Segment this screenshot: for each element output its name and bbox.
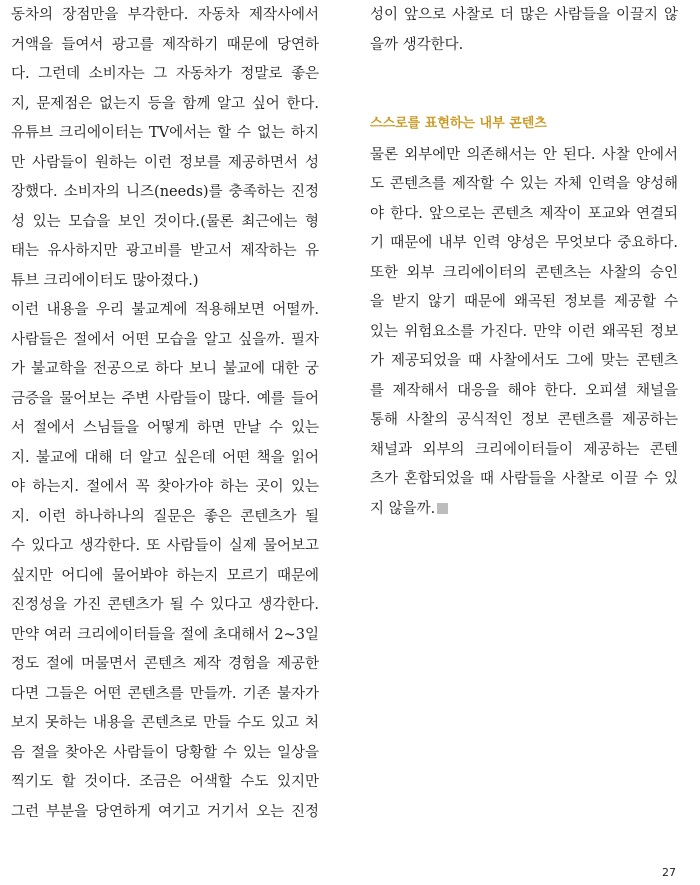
body-text-line: 채널과 외부의 크리에이터들이 제공하는 콘텐 [370,442,678,458]
body-text-line: 보지 못하는 내용을 콘텐츠로 만들 수도 있고 처 [11,715,319,731]
body-text-line: 통해 사찰의 공식적인 정보 콘텐츠를 제공하는 [370,412,678,428]
body-text-line: 기 때문에 내부 인력 양성은 무엇보다 중요하다. [370,235,678,251]
body-text-line: 지 않을까. [370,501,436,517]
body-text-line: 가 제공되었을 때 사찰에서도 그에 맞는 콘텐츠 [370,353,678,369]
body-text-line: 다면 그들은 어떤 콘텐츠를 만들까. 기존 불자가 [11,686,319,702]
body-text-line: 지. 이런 하나하나의 질문은 좋은 콘텐츠가 될 [11,509,319,525]
body-text-line: 을 받지 않기 때문에 왜곡된 정보를 제공할 수 [370,294,678,310]
end-of-article-mark [437,503,448,514]
body-text-line: 찍기도 할 것이다. 조금은 어색할 수도 있지만 [11,774,319,790]
body-text-line: 만 사람들이 원하는 이런 정보를 제공하면서 성 [11,155,319,171]
body-text-line: 츠가 혼합되었을 때 사람들을 사찰로 이끌 수 있 [370,471,678,487]
body-text-line: 을까 생각한다. [370,37,464,53]
body-text-line: 음 절을 찾아온 사람들이 당황할 수 있는 일상을 [11,745,319,761]
page-number: 27 [662,866,676,879]
body-text-line: 이런 내용을 우리 불교계에 적용해보면 어떨까. [11,302,319,318]
body-text-line: 진정성을 가진 콘텐츠가 될 수 있다고 생각한다. [11,597,319,613]
body-text-line: 장했다. 소비자의 니즈(needs)를 충족하는 진정 [11,184,319,200]
body-text-line: 그런 부분을 당연하게 여기고 거기서 오는 진정 [11,804,319,820]
body-text-line: 싶지만 어디에 물어봐야 하는지 모르기 때문에 [11,568,319,584]
body-text-line: 튜브 크리에이터도 많아졌다.) [11,273,199,289]
body-text-line: 수 있다고 생각한다. 또 사람들이 실제 물어보고 [11,538,319,554]
body-text-line: 지. 불교에 대해 더 알고 싶은데 어떤 책을 읽어 [11,450,319,466]
body-text-line: 야 하는지. 절에서 꼭 찾아가야 하는 곳이 있는 [11,479,319,495]
body-text-line: 또한 외부 크리에이터의 콘텐츠는 사찰의 승인 [370,265,678,281]
body-text-line: 물론 외부에만 의존해서는 안 된다. 사찰 안에서 [370,147,678,163]
body-text-line: 서 절에서 스님들을 어떻게 하면 만날 수 있는 [11,420,319,436]
body-text-line: 유튜브 크리에이터는 TV에서는 할 수 없는 하지 [11,125,319,141]
body-text-line: 정도 절에 머물면서 콘텐츠 제작 경험을 제공한 [11,656,319,672]
body-text-line: 사람들은 절에서 어떤 모습을 알고 싶을까. 필자 [11,332,319,348]
body-text-line: 태는 유사하지만 광고비를 받고서 제작하는 유 [11,243,319,259]
body-text-line: 동차의 장점만을 부각한다. 자동차 제작사에서 [11,7,319,23]
body-text-line: 야 한다. 앞으로는 콘텐츠 제작이 포교와 연결되 [370,206,678,222]
body-text-line: 다. 그런데 소비자는 그 자동차가 정말로 좋은 [11,66,319,82]
section-heading: 스스로를 표현하는 내부 콘텐츠 [370,116,547,131]
body-text-line: 성 있는 모습을 보인 것이다.(물론 최근에는 형 [11,214,319,230]
body-text-line: 있는 위험요소를 가진다. 만약 이런 왜곡된 정보 [370,324,678,340]
body-text-line: 만약 여러 크리에이터들을 절에 초대해서 2~3일 [11,627,319,643]
body-text-line: 성이 앞으로 사찰로 더 많은 사람들을 이끌지 않 [370,7,678,23]
body-text-line: 를 제작해서 대응을 해야 한다. 오피셜 채널을 [370,383,678,399]
body-text-line: 가 불교학을 전공으로 하다 보니 불교에 대한 궁 [11,361,319,377]
closing-line [370,495,678,524]
body-text-line: 도 콘텐츠를 제작할 수 있는 자체 인력을 양성해 [370,176,678,192]
body-text-line: 금증을 물어보는 주변 사람들이 많다. 예를 들어 [11,391,319,407]
body-text-line: 지, 문제점은 없는지 등을 함께 알고 싶어 한다. [11,96,319,112]
body-text-line: 거액을 들여서 광고를 제작하기 때문에 당연하 [11,37,319,53]
